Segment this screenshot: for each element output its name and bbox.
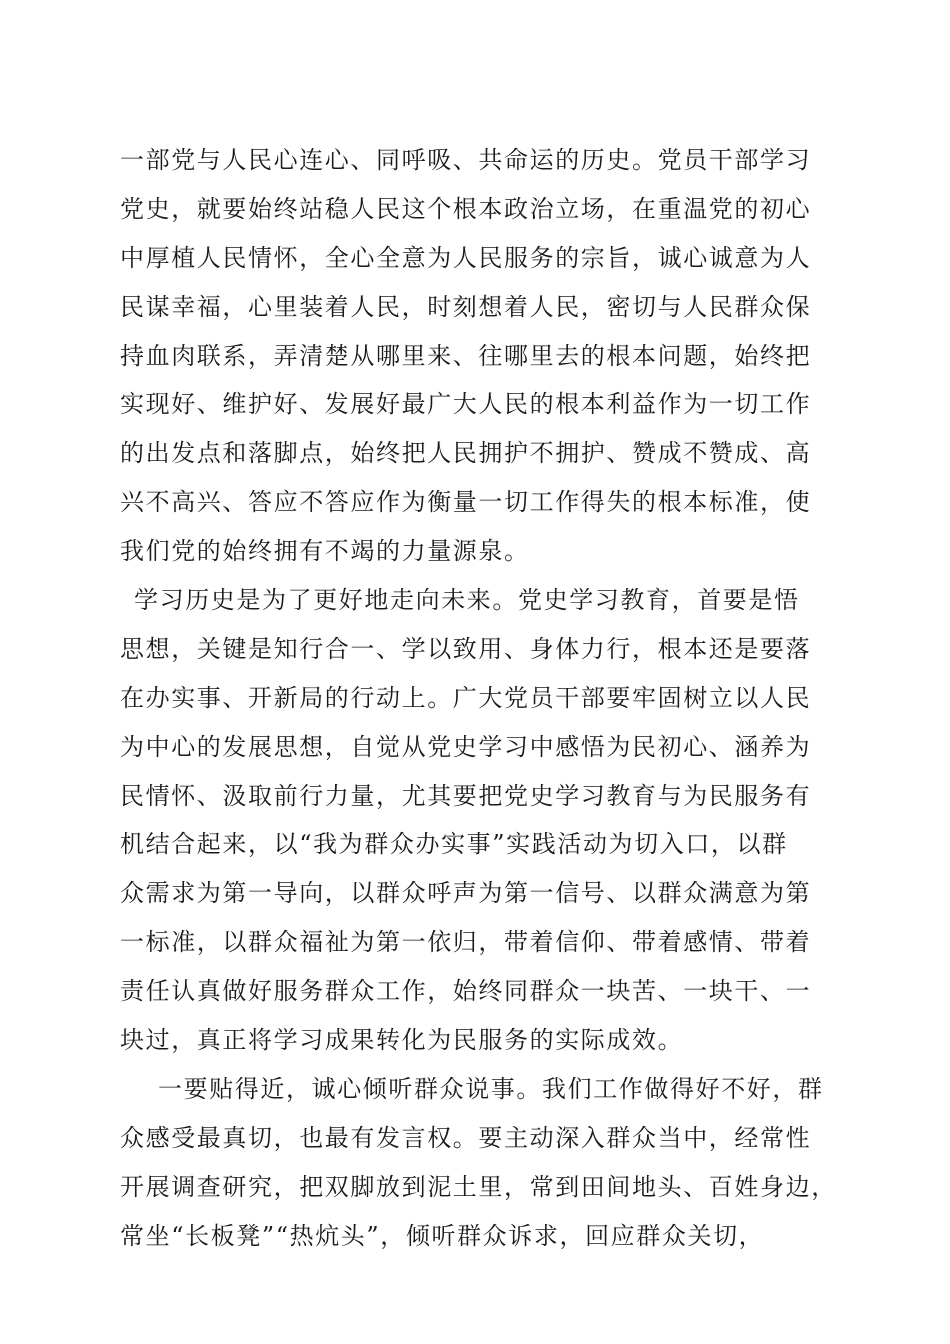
text-line: 思想，关键是知行合一、学以致用、身体力行，根本还是要落 — [120, 634, 812, 663]
text-line: 责任认真做好服务群众工作，始终同群众一块苦、一块干、一 — [120, 977, 812, 1006]
body-text — [120, 136, 840, 1260]
text-line: 的出发点和落脚点，始终把人民拥护不拥护、赞成不赞成、高 — [120, 439, 812, 468]
text-line: 为中心的发展思想，自觉从党史学习中感悟为民初心、涵养为 — [120, 732, 812, 761]
text-line: 众感受最真切，也最有发言权。要主动深入群众当中，经常性 — [120, 1123, 812, 1152]
text-line: 中厚植人民情怀，全心全意为人民服务的宗旨，诚心诚意为人 — [120, 243, 812, 272]
paragraph-start-line: 一要贴得近，诚心倾听群众说事。我们工作做得好不好，群 — [158, 1074, 824, 1103]
text-line: 民情怀、汲取前行力量，尤其要把党史学习教育与为民服务有 — [120, 781, 812, 810]
text-line: 党史，就要始终站稳人民这个根本政治立场，在重温党的初心 — [120, 194, 812, 223]
paragraph-start-line: 学习历史是为了更好地走向未来。党史学习教育，首要是悟 — [134, 586, 800, 615]
text-line: 一部党与人民心连心、同呼吸、共命运的历史。党员干部学习 — [120, 146, 812, 174]
text-line: 民谋幸福，心里装着人民，时刻想着人民，密切与人民群众保 — [120, 292, 812, 321]
text-line: 开展调查研究，把双脚放到泥土里，常到田间地头、百姓身边， — [120, 1172, 837, 1201]
text-line: 兴不高兴、答应不答应作为衡量一切工作得失的根本标准，使 — [120, 488, 812, 517]
text-line: 一标准，以群众福祉为第一依归，带着信仰、带着感情、带着 — [120, 928, 812, 957]
text-line: 我们党的始终拥有不竭的力量源泉。 — [120, 537, 530, 566]
text-line: 众需求为第一导向，以群众呼声为第一信号、以群众满意为第 — [120, 879, 812, 908]
text-line: 持血肉联系，弄清楚从哪里来、往哪里去的根本问题，始终把 — [120, 341, 812, 370]
text-line: 机结合起来，以“我为群众办实事”实践活动为切入口，以群 — [120, 830, 788, 859]
text-line: 常坐“长板凳”“热炕头”，倾听群众诉求，回应群众关切， — [120, 1221, 765, 1250]
text-line: 块过，真正将学习成果转化为民服务的实际成效。 — [120, 1026, 684, 1055]
text-line: 实现好、维护好、发展好最广大人民的根本利益作为一切工作 — [120, 390, 812, 419]
text-line: 在办实事、开新局的行动上。广大党员干部要牢固树立以人民 — [120, 683, 812, 712]
